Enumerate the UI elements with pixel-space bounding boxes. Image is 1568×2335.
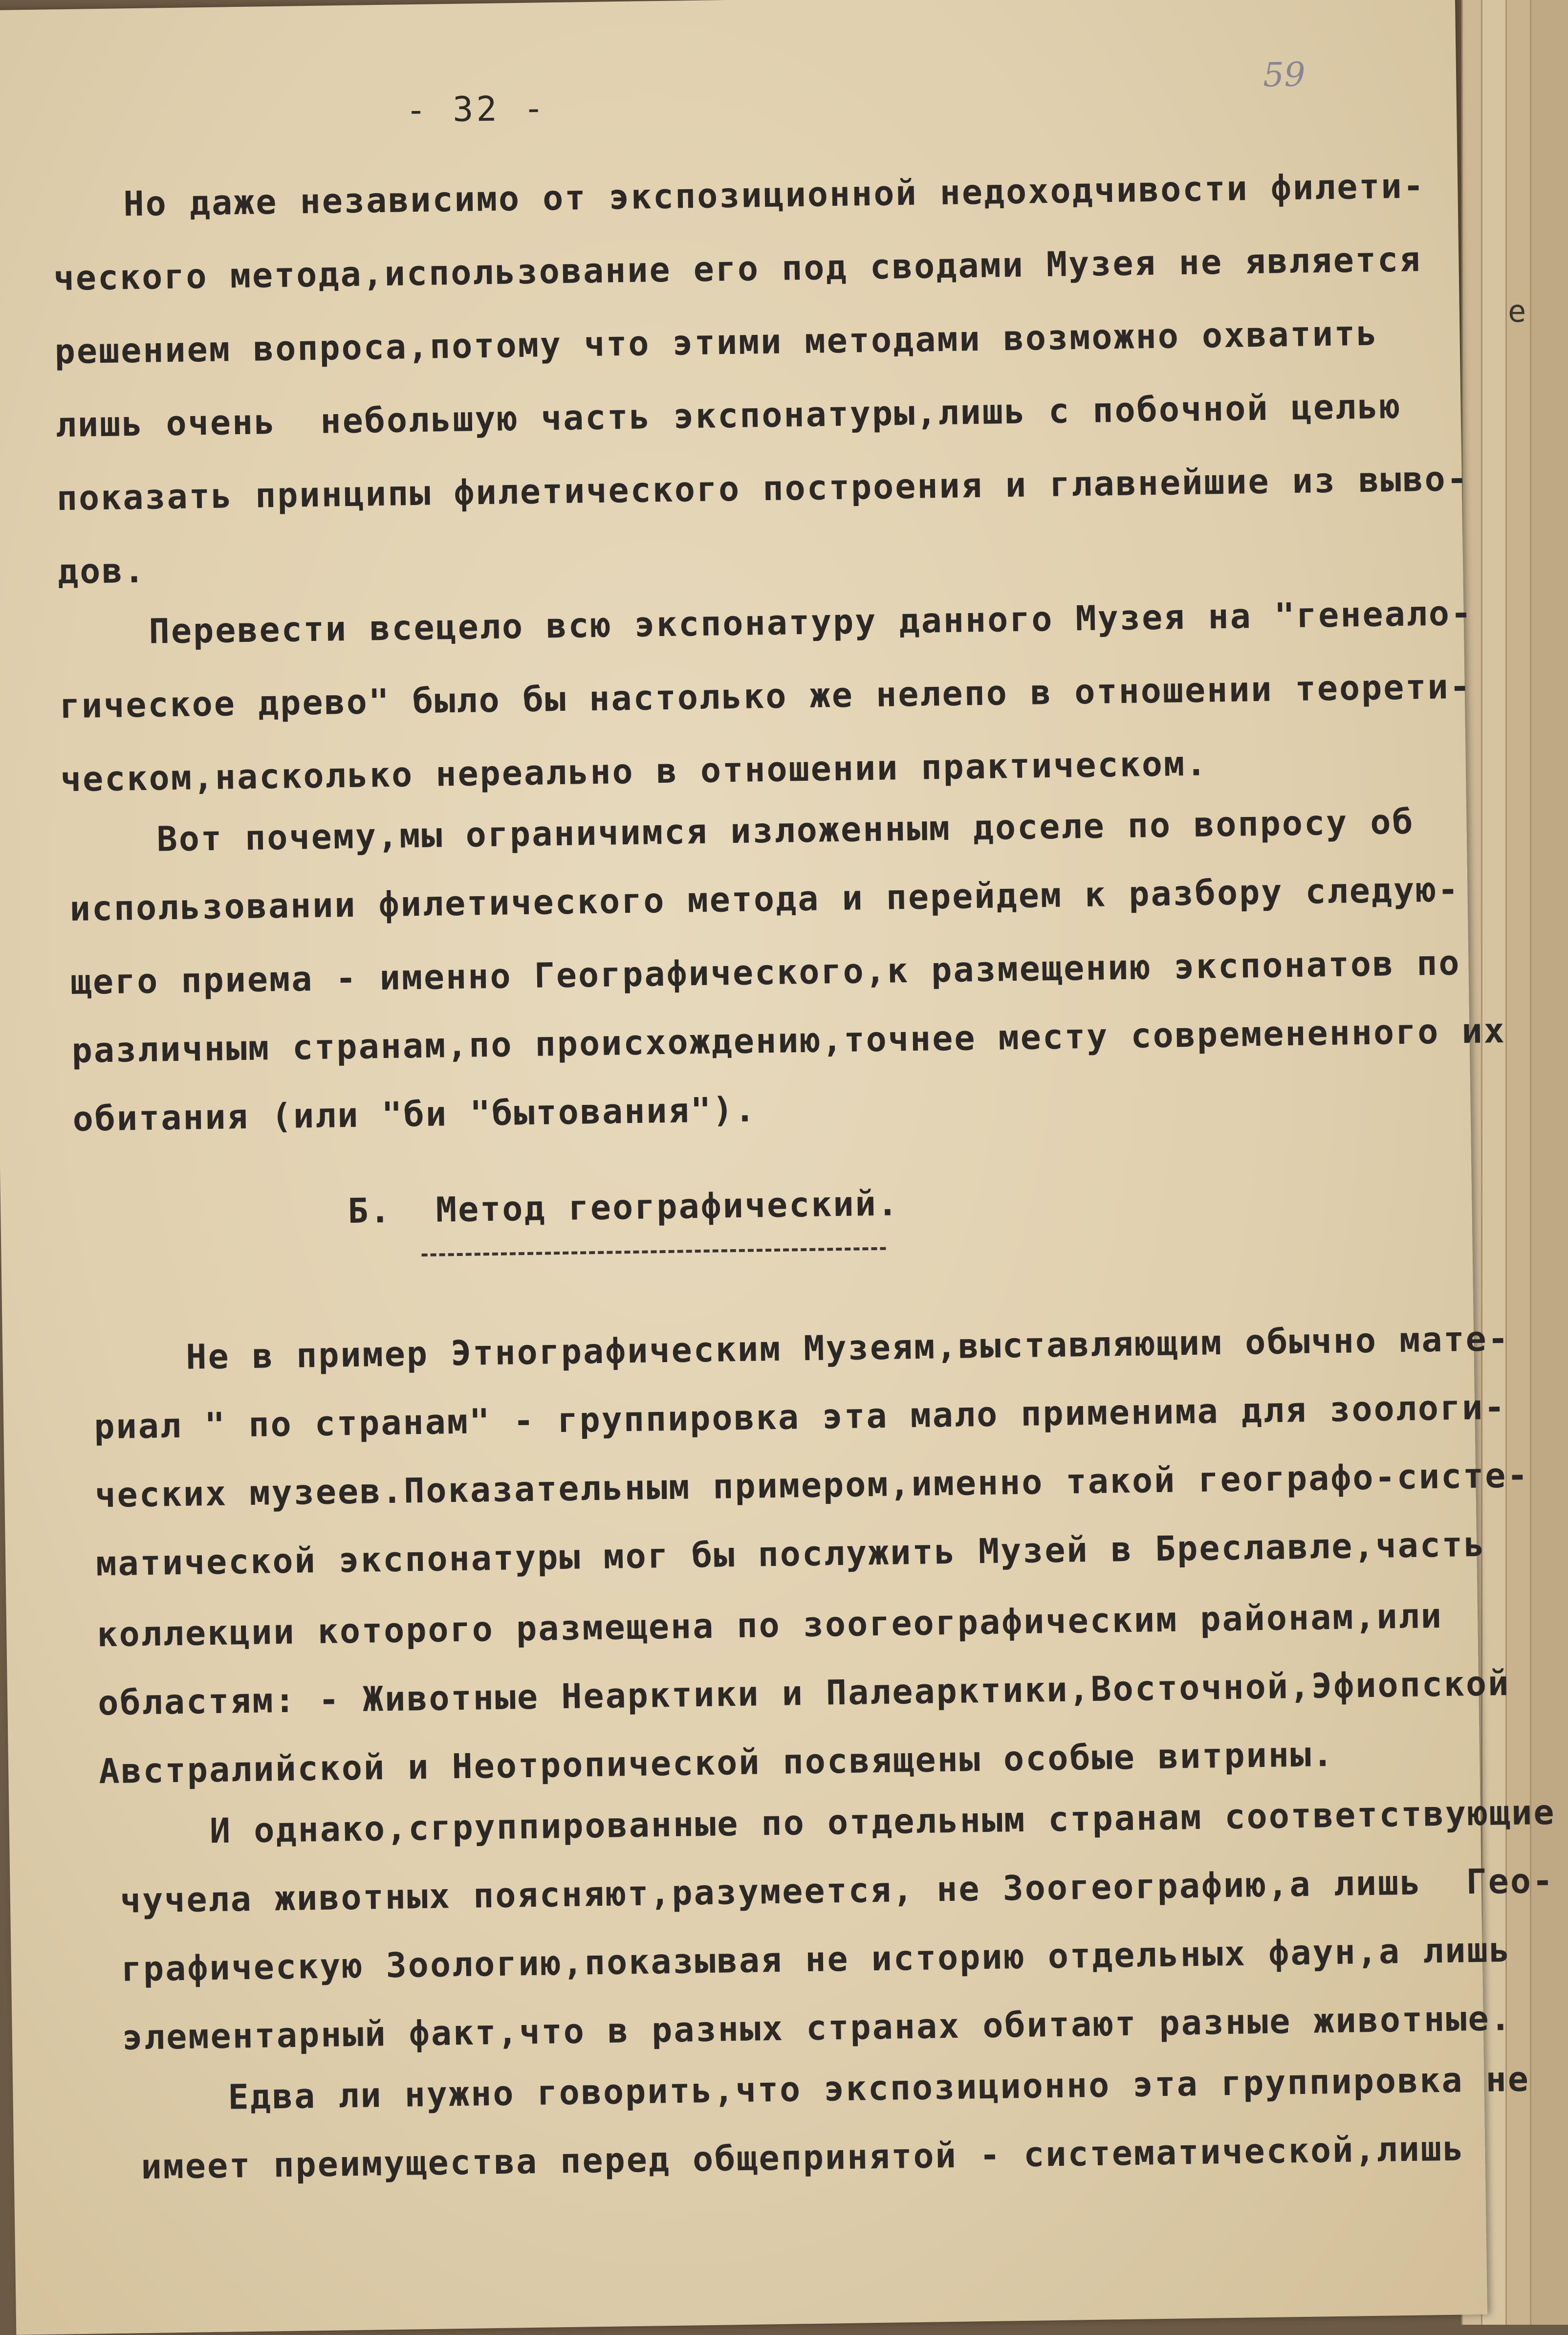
page-number: - 32 -: [405, 88, 547, 131]
text-line: Едва ли нужно говорить,что экспозиционно эта группировка не: [228, 2059, 1530, 2117]
text-line: коллекции которого размещена по зоогеографическим районам,или: [96, 1595, 1443, 1655]
archive-folio-mark: 59: [1263, 55, 1306, 95]
text-line: дов.: [57, 550, 147, 592]
text-line: Вот почему,мы ограничимся изложенным доселе по вопросу об: [156, 801, 1415, 859]
text-line: щего приема - именно Географического,к размещению экспонатов по: [70, 943, 1461, 1002]
heading-underline: [422, 1247, 886, 1256]
text-line: ческом,насколько нереально в отношении практическом.: [60, 743, 1208, 800]
text-line: различным странам,по происхождению,точнее месту современенного их: [71, 1010, 1506, 1071]
text-line: И однако,сгруппированные по отдельным странам соответствующие: [209, 1792, 1556, 1851]
text-line: гическое древо" было бы настолько же нелепо в отношении теорети-: [59, 666, 1472, 727]
text-line: решением вопроса,потому что этими методами возможно охватить: [54, 313, 1379, 372]
text-line: Не в пример Этнографическим Музеям,выставляющим обычно мате-: [185, 1318, 1510, 1377]
text-line: риал " по странам" - группировка эта мало применима для зоологи-: [93, 1387, 1506, 1447]
text-line: элементарный факт,что в разных странах обитают разные животные.: [122, 1998, 1513, 2058]
adjacent-page-letter: e: [1508, 293, 1526, 329]
text-line: обитания (или "би "бытования").: [72, 1089, 757, 1139]
text-line: графическую Зоологию,показывая не историю отдельных фаун,а лишь: [121, 1930, 1512, 1989]
text-line: показать принципы филетического построения и главнейшие из выво-: [56, 458, 1469, 519]
text-line: Перевести всецело всю экспонатуру данного Музея на "генеало-: [149, 593, 1473, 652]
text-line: ческого метода,использование его под сводами Музея не является: [53, 239, 1422, 299]
section-heading: Б. Метод географический.: [347, 1183, 900, 1232]
text-line: Австралийской и Неотропической посвящены особые витрины.: [98, 1734, 1335, 1792]
text-line: Но даже независимо от экспозиционной недоходчивости филети-: [123, 166, 1426, 224]
text-line: матической экспонатуры мог бы послужить Музей в Бреславле,часть: [95, 1524, 1486, 1584]
background-page-edge: [1530, 0, 1568, 2325]
text-line: имеет преимущества перед общепринятой - систематической,лишь: [140, 2128, 1465, 2187]
text-line: использовании филетического метода и перейдем к разбору следую-: [69, 869, 1460, 929]
text-line: чучела животных поясняют,разумеется, не Зоогеографию,а лишь Гео-: [120, 1860, 1555, 1921]
text-line: областям: - Животные Неарктики и Палеарктики,Восточной,Эфиопской: [97, 1663, 1510, 1723]
text-line: лишь очень небольшую часть экспонатуры,лишь с побочной целью: [55, 386, 1402, 445]
text-line: ческих музеев.Показательным примером,именно такой географо-систе-: [94, 1455, 1530, 1516]
